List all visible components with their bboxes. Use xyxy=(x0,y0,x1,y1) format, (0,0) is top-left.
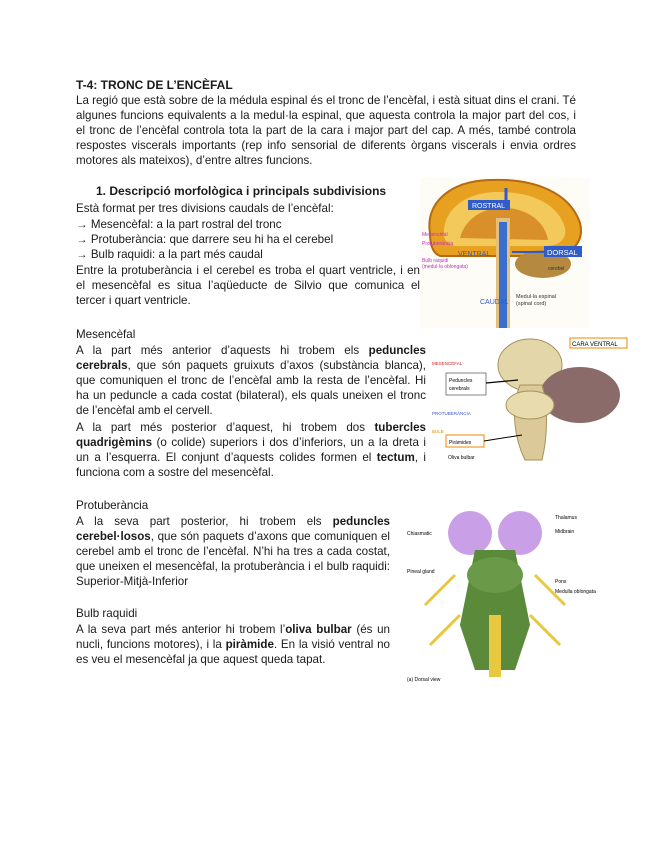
list-item: → Bulb raquidi: a la part més caudal xyxy=(76,248,263,261)
figure-caption: (a) Dorsal view xyxy=(407,677,441,683)
brainstem-ventral-figure xyxy=(430,335,630,465)
mesencefal-label: Mesencèfal xyxy=(422,232,448,238)
rostral-label: ROSTRAL xyxy=(472,203,506,210)
mesencefal-tag: MESENCÈFAL xyxy=(432,361,463,366)
chiasm-label: Chiasmatic xyxy=(407,531,432,537)
pineal-label: Pineal gland xyxy=(407,569,435,575)
dorsal-label: DORSAL xyxy=(547,248,578,257)
intro-paragraph: La regió que està sobre de la médula espinal és el tronc de l’encèfal, i està situat dins el crani. Té algunes funcions equivalents a la medul·la espinal, que aquesta controla la major part del cos, i el tronc de l’encèfal controla tota la part de la cara i major part del cap. A més, també controla respostes viscerals importants (rep info sensorial de diferents òrgans viscerals i envia ordres motores als mateixos), d’entre altres funcions. xyxy=(76,94,576,167)
ventricle-paragraph: Entre la protuberància i el cerebel es troba el quart ventricle, i en el mesencèfal es situa l’aqüeducte de Silvio que comunica el tercer i quart ventricle. xyxy=(76,264,420,307)
cara-ventral-label: CARA VENTRAL xyxy=(572,342,618,348)
peduncles-sub-label: cerebrals xyxy=(449,386,470,392)
peduncles-label: Peduncles xyxy=(449,378,473,384)
page-title: T-4: TRONC DE L’ENCÈFAL xyxy=(76,78,233,92)
mesencefal-paragraph-2: A la part més posterior d’aquest, hi trobem dos tubercles quadrigèmins (o colide) superiors i dos d’inferiors, un a la dreta i un a l’esquerra. El conjunt d’aquests colides formen el tectum, i funciona com a sostre del mesencèfal. xyxy=(76,421,426,479)
pons-label: Pons xyxy=(555,579,567,585)
midbrain-label: Midbrain xyxy=(555,529,575,535)
medulla-label: Medulla oblongata xyxy=(555,589,596,595)
cerebel-label: cerebel xyxy=(548,266,565,272)
brainstem-dorsal-figure xyxy=(405,505,630,685)
caudal-label: CAUDAL xyxy=(480,299,509,306)
oliva-label: Oliva bulbar xyxy=(448,455,475,461)
mesencefal-paragraph-1: A la part més anterior d’aquests hi trobem els peduncles cerebrals, que són paquets gruixuts d’axos (substància blanca), que comuniquen el tronc de l’encèfal amb la resta de l’encèfal. Hi ha un peduncle a cada costat (bilateral), els quals uneixen el tronc de l’encèfal amb el cervell. xyxy=(76,344,426,417)
protuberancia-tag: PROTUBERÀNCIA xyxy=(432,411,471,416)
mesencefal-heading: Mesencèfal xyxy=(76,328,136,341)
list-item: → Protuberància: que darrere seu hi ha el cerebel xyxy=(76,233,334,246)
brain-sagittal-figure xyxy=(420,178,590,328)
protuberancia-paragraph: A la seva part posterior, hi trobem els peduncles cerebel·losos, que són paquets d’axons que comuniquen el cerebel amb el tronc de l’encèfal. N’hi ha tres a cada costat, que uneixen el mesencèfal, la protuberància i el bulb raquidi: Superior-Mitjà-Inferior xyxy=(76,515,390,588)
ventral-label: VENTRAL xyxy=(458,251,491,258)
medul-label: Medul·la espinal xyxy=(516,294,557,300)
piramides-label: Piràmides xyxy=(449,440,472,446)
bulb-heading: Bulb raquidi xyxy=(76,607,138,620)
bulb-label: Bulb raquidi xyxy=(422,258,449,264)
protuberancia-heading: Protuberància xyxy=(76,499,149,512)
bulb-paragraph: A la seva part més anterior hi trobem l’oliva bulbar (és un nucli, funcions motores), i la piràmide. En la visió ventral no es veu el mesencèfal ja que aquest queda tapat. xyxy=(76,623,391,666)
thalamus-label: Thalamus xyxy=(555,515,577,521)
section-line: Està format per tres divisions caudals de l’encèfal: xyxy=(76,202,334,215)
list-item: → Mesencèfal: a la part rostral del tronc xyxy=(76,218,282,231)
medul-sub-label: (spinal cord) xyxy=(516,301,547,307)
bulb-sub-label: (medul·la oblongata) xyxy=(422,264,468,270)
protuberancia-label: Protuberància xyxy=(422,241,454,247)
section-heading: 1. Descripció morfològica i principals subdivisions xyxy=(96,184,387,198)
bulb-tag: BULB xyxy=(432,429,444,434)
